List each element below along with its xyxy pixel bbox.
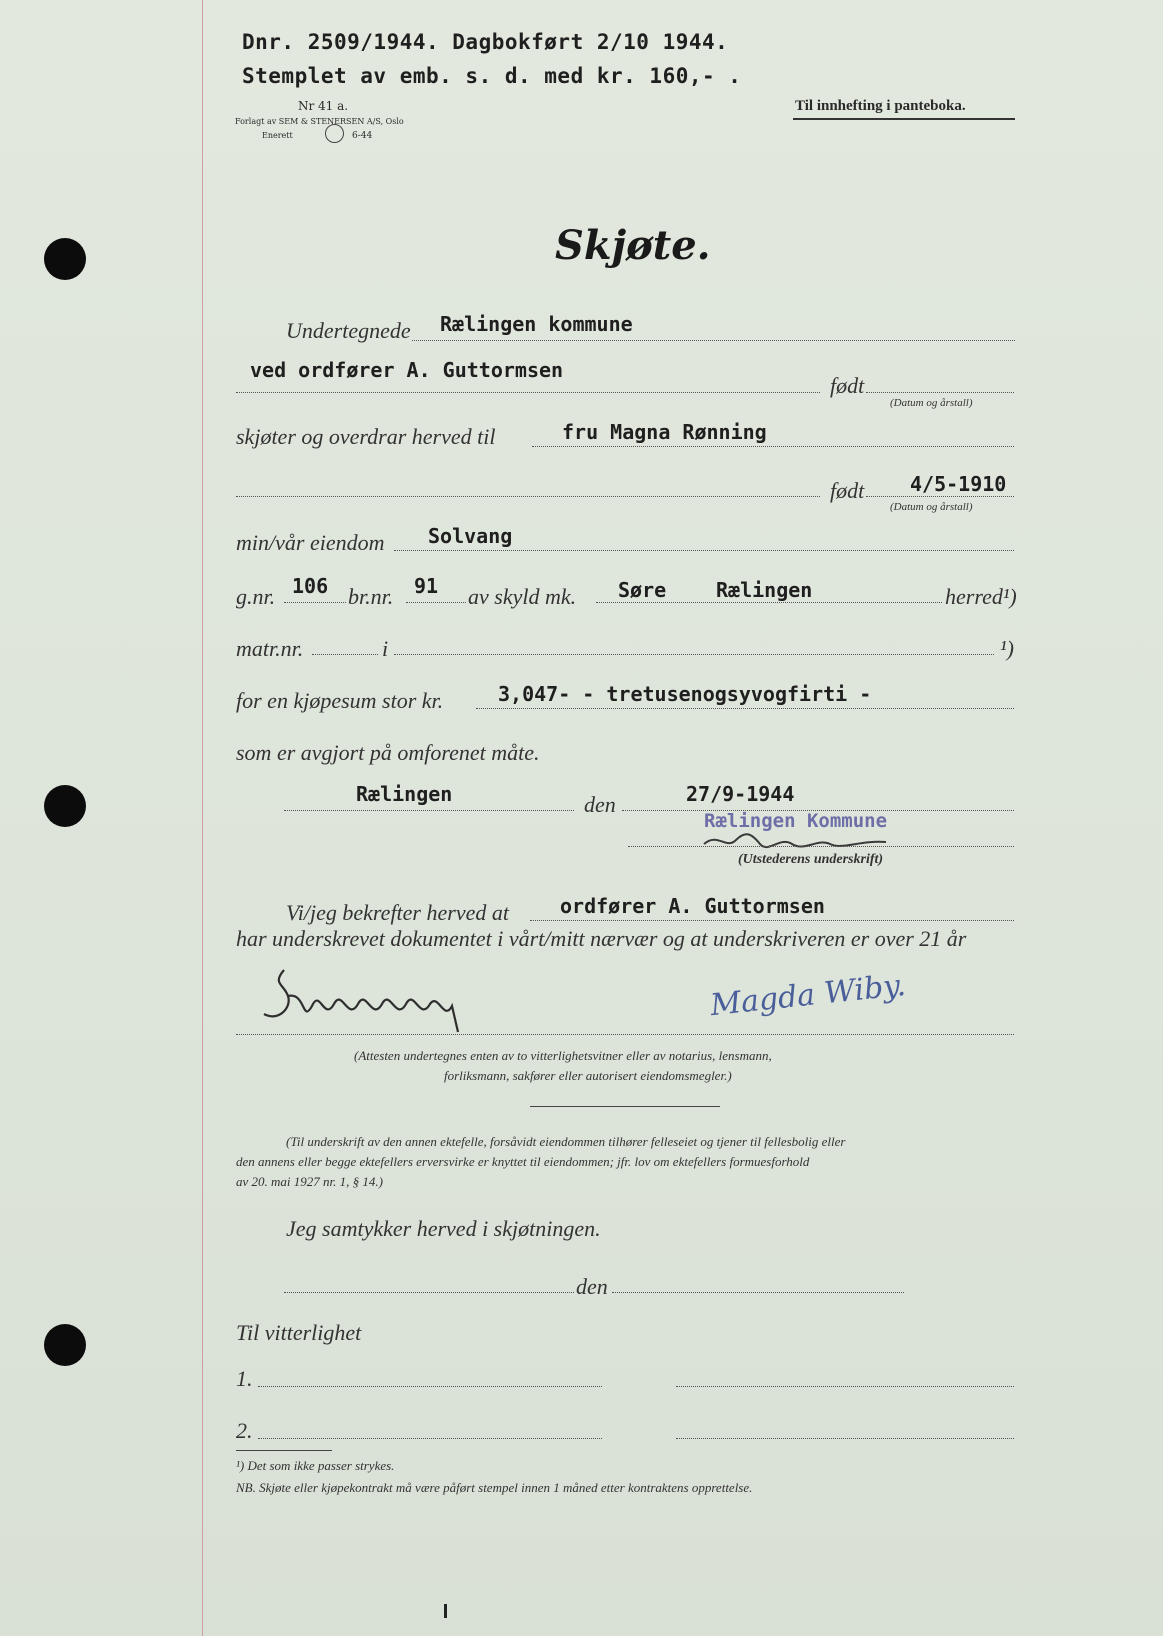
field-line [394, 550, 1014, 551]
field-line [530, 920, 1014, 921]
publisher: Forlagt av SEM & STENERSEN A/S, Oslo [235, 117, 404, 126]
witness-1-number: 1. [236, 1366, 253, 1391]
field-line [394, 654, 994, 655]
field-line [412, 340, 1015, 341]
form-edition: 6-44 [352, 131, 373, 141]
form-number: Nr 41 a. [298, 99, 349, 113]
spouse-note-2: den annens eller begge ektefellers erversvirke er knyttet til eiendommen; jfr. lov om ektefellers formuesforhold [236, 1154, 810, 1169]
binding-underline [793, 118, 1015, 120]
avgjort-text: som er avgjort på omforenet måte. [236, 740, 540, 765]
property-name: Solvang [428, 524, 513, 548]
separator-line [530, 1106, 720, 1107]
matr-footnote-ref: ¹) [1000, 636, 1014, 661]
gnr-value: 106 [292, 574, 329, 598]
field-line [236, 496, 820, 497]
signing-date: 27/9-1944 [686, 782, 795, 806]
punch-hole [44, 238, 86, 280]
fodt-label: født [830, 373, 865, 398]
witness-signature-left [258, 962, 498, 1042]
herred-value: Rælingen [716, 578, 813, 602]
buyer-name: fru Magna Rønning [562, 420, 767, 444]
kjopesum-label: for en kjøpesum stor kr. [236, 688, 444, 713]
field-line [532, 446, 1014, 447]
matr-i: i [382, 636, 389, 661]
attest-line2: har underskrevet dokumentet i vårt/mitt nærvær og at underskriveren er over 21 år [236, 926, 967, 951]
seller-signature [700, 830, 890, 852]
witness-signature-right: Magda Wiby. [708, 967, 908, 1024]
field-line [476, 708, 1014, 709]
punch-hole [44, 785, 86, 827]
stamp-duty-line: Stemplet av emb. s. d. med kr. 160,- . [242, 64, 742, 88]
scan-mark [444, 1604, 447, 1618]
consent-text: Jeg samtykker herved i skjøtningen. [286, 1216, 601, 1241]
purchase-price: 3,047- - tretusenogsyvogfirti - [498, 682, 872, 706]
footnote-1: ¹) Det som ikke passer strykes. [236, 1458, 395, 1473]
field-line [284, 602, 346, 603]
spouse-note-3: av 20. mai 1927 nr. 1, § 14.) [236, 1174, 383, 1189]
field-line [676, 1438, 1014, 1439]
field-line [612, 1292, 904, 1293]
eiendom-label: min/vår eiendom [236, 530, 385, 555]
attest-note-2: forliksmann, sakfører eller autorisert eiendomsmegler.) [444, 1068, 732, 1083]
field-line [258, 1386, 602, 1387]
skjoter-label: skjøter og overdrar herved til [236, 424, 496, 449]
registration-line: Dnr. 2509/1944. Dagbokført 2/10 1944. [242, 30, 729, 54]
fodt-label-2: født [830, 478, 865, 503]
witness-title: Til vitterlighet [236, 1320, 362, 1345]
den-label: den [584, 792, 616, 817]
gnr-label: g.nr. [236, 584, 276, 609]
field-line [628, 846, 1014, 847]
field-line [866, 392, 1014, 393]
enerett: Enerett [262, 131, 293, 140]
spouse-note-1: (Til underskrift av den annen ektefelle, forsåvidt eiendommen tilhører felleseiet og tjener til fellesbolig eller [286, 1134, 846, 1149]
field-line [284, 810, 574, 811]
binding-note: Til innhefting i panteboka. [795, 98, 966, 114]
herred-label: herred¹) [945, 584, 1017, 609]
attest-signer: ordfører A. Guttormsen [560, 894, 825, 918]
field-line [406, 602, 466, 603]
attest-intro: Vi/jeg bekrefter herved at [286, 900, 509, 925]
matr-label: matr.nr. [236, 636, 304, 661]
datum-hint-2: (Datum og årstall) [890, 501, 973, 513]
field-line [258, 1438, 602, 1439]
footnote-2: NB. Skjøte eller kjøpekontrakt må være påført stempel innen 1 måned etter kontraktens opprettelse. [236, 1480, 753, 1495]
municipality-stamp: Rælingen Kommune [704, 810, 888, 832]
footnote-rule [236, 1450, 332, 1451]
field-line [312, 654, 378, 655]
brnr-value: 91 [414, 574, 439, 598]
publisher-seal [325, 124, 344, 143]
datum-hint: (Datum og årstall) [890, 397, 973, 409]
skyld-label: av skyld mk. [468, 584, 577, 609]
field-line [236, 392, 820, 393]
seller-name: Rælingen kommune [440, 312, 633, 336]
brnr-label: br.nr. [348, 584, 394, 609]
field-line [866, 496, 1014, 497]
seller-representative: ved ordfører A. Guttormsen [250, 358, 564, 382]
witness-2-number: 2. [236, 1418, 253, 1443]
field-line [284, 1292, 574, 1293]
buyer-birthdate: 4/5-1910 [910, 472, 1007, 496]
signing-place: Rælingen [356, 782, 453, 806]
field-line [236, 1034, 1014, 1035]
undertegnede-label: Undertegnede [286, 318, 411, 343]
document-title: Skjøte. [555, 222, 711, 269]
punch-hole [44, 1324, 86, 1366]
skyld-value: Søre [618, 578, 667, 602]
field-line [676, 1386, 1014, 1387]
attest-note-1: (Attesten undertegnes enten av to vitterlighetsvitner eller av notarius, lensmann, [354, 1048, 772, 1063]
utsteder-label: (Utstederens underskrift) [738, 852, 884, 867]
field-line [596, 602, 942, 603]
margin-rule [202, 0, 203, 1636]
spouse-den-label: den [576, 1274, 608, 1299]
